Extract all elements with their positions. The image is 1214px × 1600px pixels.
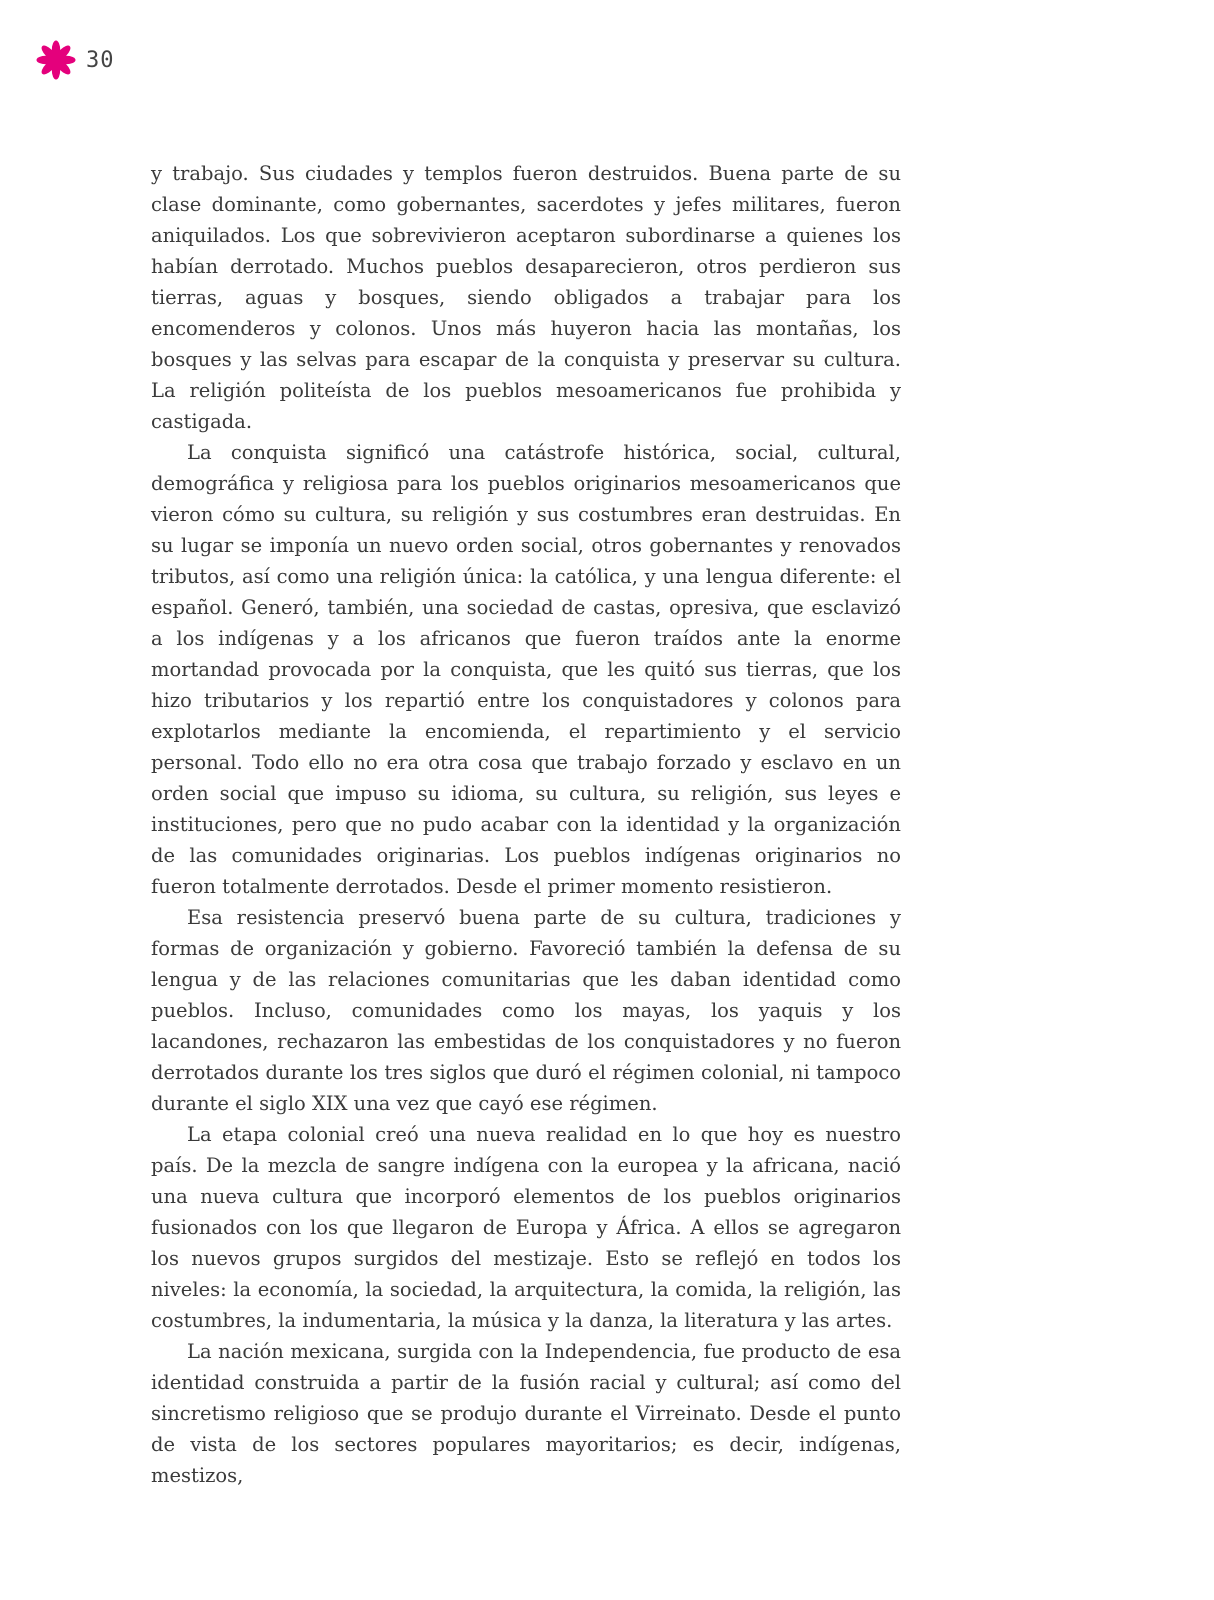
asterisk-center — [51, 55, 61, 65]
page-number: 30 — [86, 47, 115, 73]
paragraph-5: La nación mexicana, surgida con la Independencia, fue producto de esa identidad construida a partir de la fusión racial y cultural; así como del sincretismo religioso que se produjo durante el Virreinato. Desde el punto de vista de los sectores populares mayoritarios; es decir, indígenas, mestizos, — [151, 1340, 901, 1487]
page-header — [36, 40, 115, 80]
paragraph-2: La conquista significó una catástrofe histórica, social, cultural, demográfica y religiosa para los pueblos originarios mesoamericanos que vieron cómo su cultura, su religión y sus costumbres eran destruidas. En su lugar se imponía un nuevo orden social, otros gobernantes y renovados tributos, así como una religión única: la católica, y una lengua diferente: el español. Generó, también, una sociedad de castas, opresiva, que esclavizó a los indígenas y a los africanos que fueron traídos ante la enorme mortandad provocada por la conquista, que les quitó sus tierras, que los hizo tributarios y los repartió entre los conquistadores y colonos para explotarlos mediante la encomienda, el repartimiento y el servicio personal. Todo ello no era otra cosa que trabajo forzado y esclavo en un orden social que impuso su idioma, su cultura, su religión, sus leyes e instituciones, pero que no pudo acabar con la identidad y la organización de las comunidades originarias. Los pueblos indígenas originarios no fueron totalmente derrotados. Desde el primer momento resistieron. — [151, 441, 901, 898]
asterisk-icon — [36, 40, 76, 80]
paragraph-4: La etapa colonial creó una nueva realidad en lo que hoy es nuestro país. De la mezcla de sangre indígena con la europea y la africana, nació una nueva cultura que incorporó elementos de los pueblos originarios fusionados con los que llegaron de Europa y África. A ellos se agregaron los nuevos grupos surgidos del mestizaje. Esto se reflejó en todos los niveles: la economía, la sociedad, la arquitectura, la comida, la religión, las costumbres, la indumentaria, la música y la danza, la literatura y las artes. — [151, 1123, 901, 1332]
paragraph-1: y trabajo. Sus ciudades y templos fueron destruidos. Buena parte de su clase dominante, como gobernantes, sacerdotes y jefes militares, fueron aniquilados. Los que sobrevivieron aceptaron subordinarse a quienes los habían derrotado. Muchos pueblos desaparecieron, otros perdieron sus tierras, aguas y bosques, siendo obligados a trabajar para los encomenderos y colonos. Unos más huyeron hacia las montañas, los bosques y las selvas para escapar de la conquista y preservar su cultura. La religión politeísta de los pueblos mesoamericanos fue prohibida y castigada. — [151, 162, 901, 433]
paragraph-3: Esa resistencia preservó buena parte de su cultura, tradiciones y formas de organización y gobierno. Favoreció también la defensa de su lengua y de las relaciones comunitarias que les daban identidad como pueblos. Incluso, comunidades como los mayas, los yaquis y los lacandones, rechazaron las embestidas de los conquistadores y no fueron derrotados durante los tres siglos que duró el régimen colonial, ni tampoco durante el siglo XIX una vez que cayó ese régimen. — [151, 906, 901, 1115]
body-text — [151, 158, 901, 1491]
